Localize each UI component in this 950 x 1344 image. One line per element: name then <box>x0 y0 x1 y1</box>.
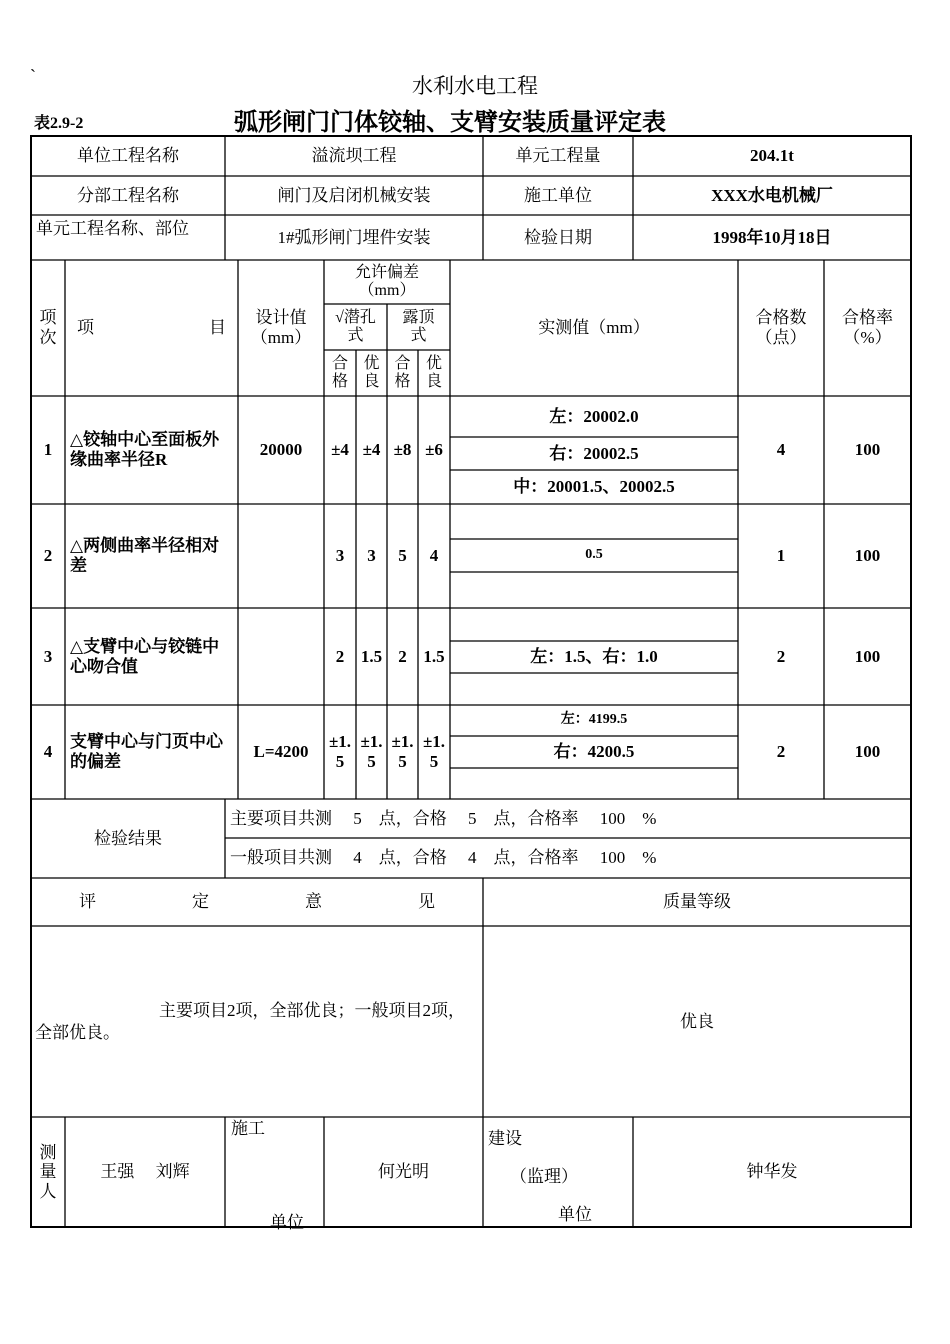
date-value: 1998年10月18日 <box>712 227 832 247</box>
row-2-rate: 100 <box>854 546 881 566</box>
row-4-count: 2 <box>776 742 786 762</box>
row-3-no: 3 <box>43 646 53 666</box>
row-3-tol-3: 2 <box>398 646 407 666</box>
element-value: 1#弧形闸门埋件安装 <box>277 227 431 247</box>
construction-signer: 何光明 <box>378 1162 429 1182</box>
row-3-rate: 100 <box>854 646 881 666</box>
contractor-value: XXX水电机械厂 <box>711 185 833 205</box>
row-1-tol-3: ±8 <box>393 440 412 460</box>
row-1-tol-2: ±4 <box>362 440 381 460</box>
row-2-count: 1 <box>776 546 786 566</box>
measurer-names: 王强 刘辉 <box>100 1162 190 1182</box>
table-number: 表2.9-2 <box>34 115 84 132</box>
unit-quantity-label: 单元工程量 <box>515 146 601 166</box>
form-title: 弧形闸门门体铰轴、支臂安装质量评定表 <box>234 110 666 136</box>
qualified-count-header: 合格数（点） <box>755 308 807 347</box>
construction-label-top: 施工 <box>231 1119 265 1138</box>
excellent-header-2: 优良 <box>425 354 442 390</box>
row-2-item: △两侧曲率半径相对差 <box>70 536 220 575</box>
sub-project-label: 分部工程名称 <box>77 185 179 205</box>
owner-signer: 钟华发 <box>746 1162 798 1182</box>
corner-mark: ` <box>30 66 36 86</box>
row-1-count: 4 <box>776 440 786 460</box>
row-4-measure-1: 左：4199.5 <box>560 712 628 728</box>
row-4-item: 支臂中心与门页中心的偏差 <box>70 732 223 771</box>
supertitle: 水利水电工程 <box>412 74 538 98</box>
row-4-rate: 100 <box>854 742 881 762</box>
tolerance-header: 允许偏差（mm） <box>354 263 419 299</box>
row-3-design <box>238 608 324 705</box>
construction-label-bottom: 单位 <box>270 1213 304 1232</box>
unit-project-label: 单位工程名称 <box>77 146 179 166</box>
row-4-no: 4 <box>43 742 53 762</box>
row-2-measure-2: 0.5 <box>585 547 603 563</box>
seq-header: 项 次 <box>39 308 57 347</box>
unit-quantity-value: 204.1t <box>750 146 794 166</box>
owner-label-2: （监理） <box>510 1167 578 1186</box>
result-label: 检验结果 <box>94 828 162 848</box>
result-general-line: 一般项目共测 4 点，合格 4 点，合格率 100 % <box>230 848 657 868</box>
owner-label-3: 单位 <box>558 1205 592 1224</box>
row-3-tol-1: 2 <box>335 646 345 666</box>
row-1-tol-4: ±6 <box>425 440 443 460</box>
row-3-count: 2 <box>776 646 786 666</box>
measurer-label: 测量人 <box>39 1142 57 1201</box>
row-3-tol-4: 1.5 <box>423 646 445 666</box>
row-4-design: L=4200 <box>253 742 309 762</box>
row-1-rate: 100 <box>854 440 881 460</box>
row-1-measure-2: 右：20002.5 <box>549 443 639 463</box>
row-1-no: 1 <box>43 440 53 460</box>
opinion-text: 主要项目2项，全部优良；一般项目2项，全部优良。 <box>35 1001 465 1043</box>
submerged-header: √潜孔式 <box>335 308 376 344</box>
exposed-header: 露顶式 <box>402 308 435 344</box>
pass-header-2: 合格 <box>394 354 411 390</box>
row-4-tol-3: ±1.5 <box>391 732 414 771</box>
grade-header: 质量等级 <box>663 892 731 912</box>
row-2-tol-2: 3 <box>367 546 376 566</box>
opinion-header: 评 定 意 见 <box>79 892 435 912</box>
item-header: 项 目 <box>77 318 226 338</box>
row-4-tol-2: ±1.5 <box>360 732 383 771</box>
owner-label-1: 建设 <box>488 1129 522 1148</box>
row-1-tol-1: ±4 <box>331 440 349 460</box>
row-3-measure-1 <box>450 608 738 641</box>
design-header: 设计值（mm） <box>250 308 312 347</box>
row-2-tol-4: 4 <box>429 546 439 566</box>
row-2-measure-3 <box>450 572 738 608</box>
quality-grade: 优良 <box>680 1011 714 1031</box>
element-label: 单元工程名称、部位 <box>36 219 189 239</box>
date-label: 检验日期 <box>524 227 592 247</box>
row-3-tol-2: 1.5 <box>360 646 383 666</box>
row-1-design: 20000 <box>259 440 303 460</box>
row-4-tol-1: ±1.5 <box>328 732 352 771</box>
contractor-label: 施工单位 <box>524 185 592 205</box>
row-3-measure-3 <box>450 673 738 705</box>
row-4-tol-4: ±1.5 <box>422 732 446 771</box>
row-2-no: 2 <box>43 546 53 566</box>
row-1-measure-1: 左：20002.0 <box>549 406 639 426</box>
row-3-measure-2: 左：1.5、右：1.0 <box>530 647 658 667</box>
pass-header-1: 合格 <box>331 354 348 390</box>
row-1-measure-3: 中：20001.5、20002.5 <box>513 477 675 497</box>
excellent-header-1: 优良 <box>363 354 380 390</box>
row-4-measure-2: 右：4200.5 <box>553 742 635 762</box>
result-main-line: 主要项目共测 5 点，合格 5 点，合格率 100 % <box>230 808 657 828</box>
sub-project-value: 闸门及启闭机械安装 <box>277 185 431 205</box>
pass-rate-header: 合格率（%） <box>842 308 893 347</box>
row-2-tol-3: 5 <box>398 546 407 566</box>
unit-project-value: 溢流坝工程 <box>311 146 397 166</box>
row-2-design <box>238 504 324 608</box>
row-1-item: △铰轴中心至面板外缘曲率半径R <box>70 430 220 469</box>
row-3-item: △支臂中心与铰链中心吻合值 <box>70 636 220 676</box>
measured-header: 实测值（mm） <box>538 318 650 338</box>
row-4-measure-3 <box>450 768 738 799</box>
row-2-tol-1: 3 <box>335 546 345 566</box>
row-2-measure-1 <box>450 504 738 539</box>
